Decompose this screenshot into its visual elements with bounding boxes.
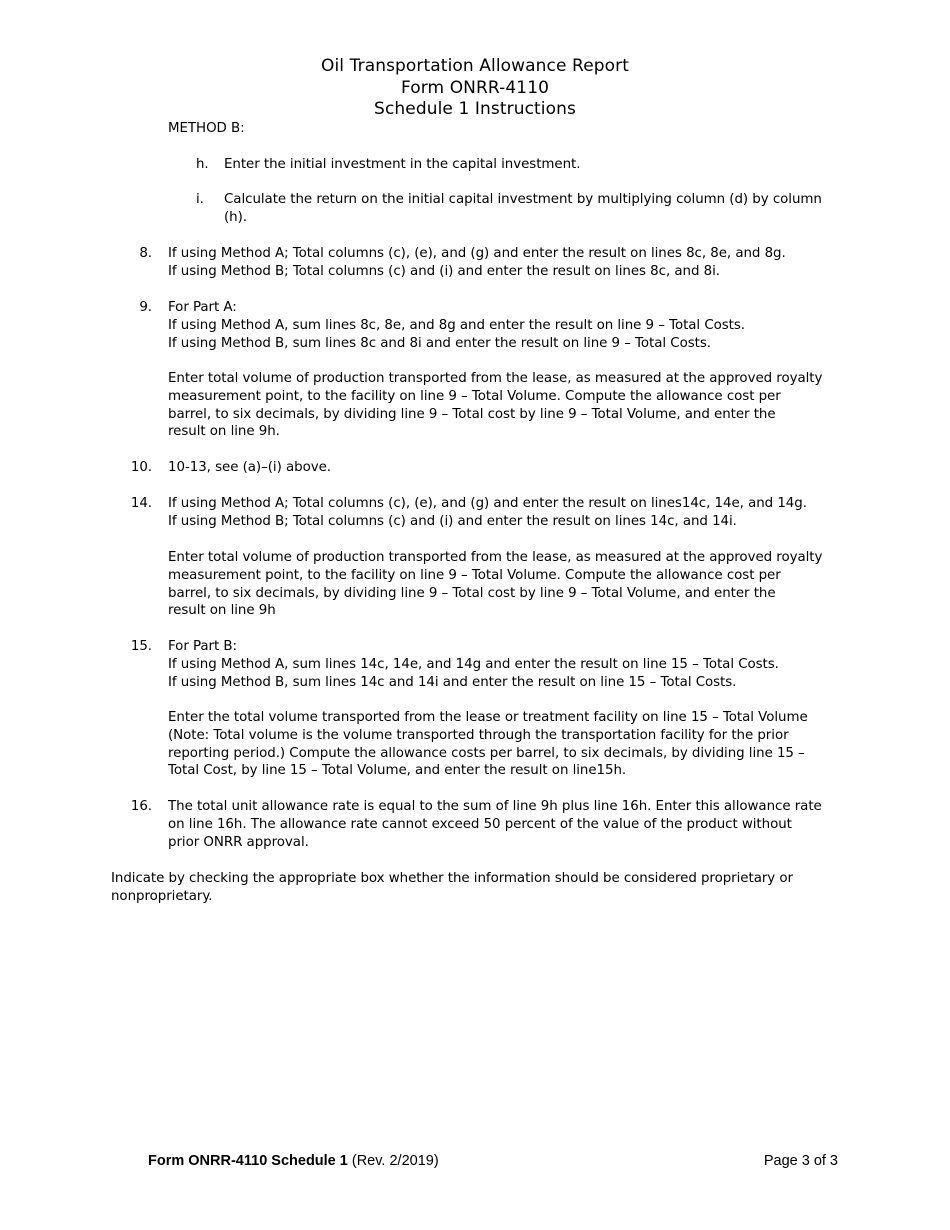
item-9-text: For Part A: If using Method A, sum lines 8c, 8e, and 8g and enter the result on line 9 – Total Costs. If using Method B, sum lines 8c and 8i and enter the result on line 9 – Total Costs.	[168, 300, 746, 351]
footer-form-label	[148, 1153, 439, 1169]
item-16-text: The total unit allowance rate is equal to the sum of line 9h plus line 16h. Enter this allowance rate on line 16h. The allowance rate cannot exceed 50 percent of the value of the product without prior ONRR approval.	[168, 799, 822, 850]
footer-page-number: Page 3 of 3	[763, 1153, 838, 1169]
item-9-number: 9.	[139, 300, 152, 315]
item-9-paragraph-2: Enter total volume of production transported from the lease, as measured at the approved royalty measurement point, to the facility on line 9 – Total Volume. Compute the allowance cost per barrel, to six decimals, by dividing line 9 – Total cost by line 9 – Total Volume, and enter the result on line 9h.	[168, 371, 823, 440]
closing-paragraph: Indicate by checking the appropriate box whether the information should be considered proprietary or nonproprietary.	[111, 871, 793, 904]
item-15-text: For Part B: If using Method A, sum lines 14c, 14e, and 14g and enter the result on line 15 – Total Costs. If using Method B, sum lines 14c and 14i and enter the result on line 15 – Total Costs.	[168, 639, 779, 690]
item-10-text: 10-13, see (a)–(i) above.	[168, 460, 331, 475]
method-b-item-h-text: Enter the initial investment in the capital investment.	[224, 157, 581, 172]
footer-revision: (Rev. 2/2019)	[351, 1153, 439, 1169]
method-b-item-h-marker: h.	[196, 157, 209, 172]
page-title	[0, 56, 950, 121]
item-14-number: 14.	[130, 496, 152, 511]
item-14-text: If using Method A; Total columns (c), (e), and (g) and enter the result on lines14c, 14e, and 14g. If using Method B; Total columns (c) and (i) and enter the result on lines 14c, and 14i.	[168, 496, 807, 529]
item-10-number: 10.	[130, 460, 152, 475]
item-15-paragraph-2: Enter the total volume transported from the lease or treatment facility on line 15 – Total Volume (Note: Total volume is the volume transported through the transportation facility for the prior reporting period.) Compute the allowance costs per barrel, to six decimals, by dividing line 15 – Total Cost, by line 15 – Total Volume, and enter the result on line15h.	[168, 710, 808, 779]
item-8-number: 8.	[139, 246, 152, 261]
footer-form-name: Form ONRR-4110 Schedule 1	[148, 1153, 348, 1169]
title-line-2: Form ONRR-4110	[400, 77, 550, 98]
item-16-number: 16.	[130, 799, 152, 814]
title-line-1: Oil Transportation Allowance Report	[320, 56, 630, 76]
method-b-item-i-marker: i.	[196, 192, 204, 207]
item-14-paragraph-2: Enter total volume of production transported from the lease, as measured at the approved royalty measurement point, to the facility on line 9 – Total Volume. Compute the allowance cost per barrel, to six decimals, by dividing line 9 – Total cost by line 9 – Total Volume, and enter the result on line 9h	[168, 550, 823, 619]
method-b-label: METHOD B:	[168, 121, 245, 136]
title-line-3: Schedule 1 Instructions	[374, 99, 576, 119]
item-15-number: 15.	[130, 639, 152, 654]
item-8-text: If using Method A; Total columns (c), (e), and (g) and enter the result on lines 8c, 8e, and 8g. If using Method B; Total columns (c) and (i) and enter the result on lines 8c, and 8i.	[168, 246, 786, 279]
method-b-item-i-text: Calculate the return on the initial capital investment by multiplying column (d) by column (h).	[224, 192, 822, 225]
